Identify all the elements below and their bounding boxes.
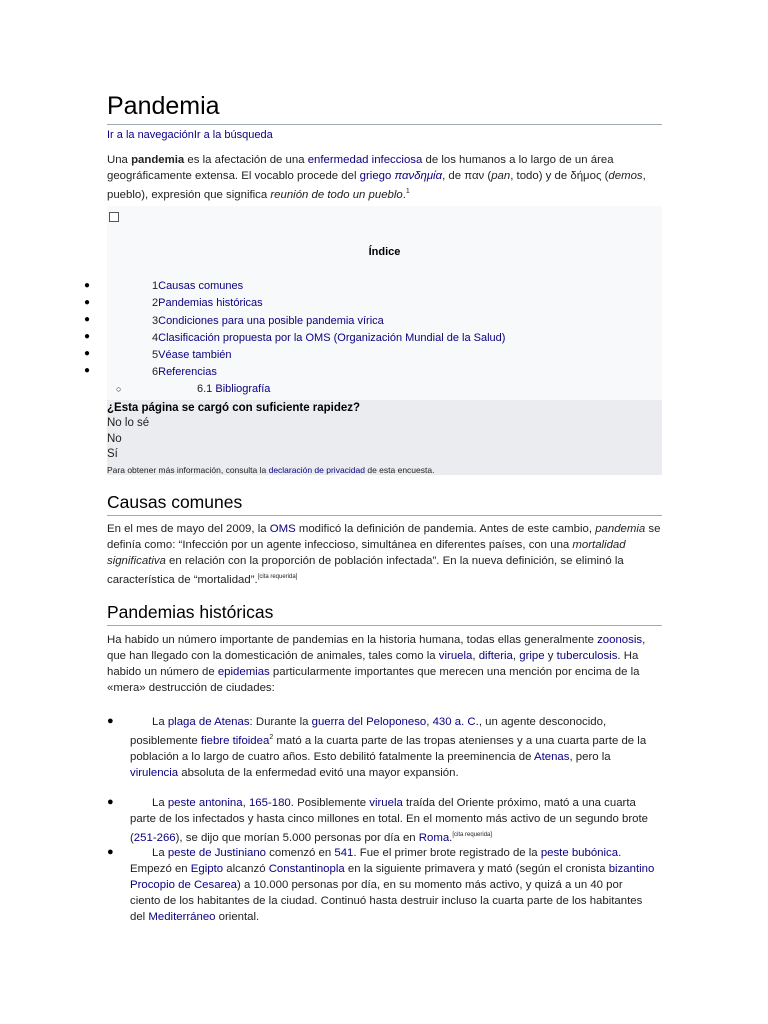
list-item-plaga-atenas: La plaga de Atenas: Durante la guerra del Peloponeso, 430 a. C., un agente desconocido, posiblemente fiebre tifoidea$^2$ mató a la cuarta parte de las tropas atenienses y a una cuarta parte de la población a lo largo de cuatro años. Esto debilitó fatalmente la preeminencia de Atenas, pero la virulencia absoluta de la enfermedad evitó una mayor expansión.	[130, 716, 647, 779]
link-roma[interactable]: Roma	[418, 831, 450, 844]
footnote-ref[interactable]: 1	[405, 188, 410, 195]
bullet-icon: ●	[84, 297, 91, 308]
greek-word: πανδημία	[394, 170, 443, 182]
toc-subitem-bibliografia[interactable]: 6.1 Bibliografía	[197, 383, 271, 395]
survey-question: ¿Esta página se cargó con suficiente rapidez?	[107, 402, 361, 414]
link-peste-bubonica[interactable]: peste bubónica	[540, 847, 619, 859]
skip-to-navigation-link[interactable]: Ir a la navegación	[107, 129, 194, 141]
survey-note: Para obtener más información, consulta la declaración de privacidad de esta encuesta.	[107, 464, 435, 475]
link-541[interactable]: 541	[334, 847, 354, 859]
link-zoonosis[interactable]: zoonosis	[597, 634, 643, 646]
link-peste-antonina[interactable]: peste antonina	[167, 797, 243, 809]
survey-option-no-lo-se[interactable]: No lo sé	[107, 417, 150, 429]
toc-title: Índice	[368, 246, 401, 258]
toc-item-referencias[interactable]: 6Referencias	[152, 366, 217, 378]
skip-to-search-link[interactable]: Ir a la búsqueda	[193, 129, 273, 141]
link-bizantino[interactable]: bizantino	[608, 863, 655, 875]
toc-item-condiciones[interactable]: 3Condiciones para una posible pandemia vírica	[152, 315, 384, 327]
link-plaga-atenas[interactable]: plaga de Atenas	[167, 716, 250, 728]
link-egipto[interactable]: Egipto	[190, 863, 224, 875]
footnote-ref[interactable]: 2	[269, 734, 274, 741]
link-difteria[interactable]: difteria	[478, 650, 513, 662]
list-item-peste-justiniano: La peste de Justiniano comenzó en 541. Fue el primer brote registrado de la peste bubónica. Empezó en Egipto alcanzó Constantinopla en la siguiente primavera y mató (según el cronista bizantino Procopio de Cesarea) a 10.000 personas por día, en su momento más activo, y quizá a un 40 por ciento de los habitantes de la ciudad. Continuó hasta destruir incluso la cuarta parte de los habitantes del Mediterráneo oriental.	[130, 847, 655, 923]
link-viruela-2[interactable]: viruela	[369, 797, 403, 809]
paragraph-causas: En el mes de mayo del 2009, la OMS modificó la definición de pandemia. Antes de este cambio, pandemia se definía como: “Infección por un agente infeccioso, simultánea en diferentes países, con una mortalidad significativa en relación con la proporción de población infectada”. En la nueva definición, se eliminó la característica de “mortalidad”.[cita requerida]	[107, 523, 661, 586]
link-oms[interactable]: OMS	[269, 523, 296, 535]
link-tuberculosis[interactable]: tuberculosis	[556, 650, 618, 662]
link-180[interactable]: 180	[271, 797, 291, 809]
bullet-icon: ●	[107, 796, 114, 808]
link-gripe[interactable]: gripe	[519, 650, 545, 662]
skip-links	[107, 129, 273, 141]
toc-toggle-checkbox[interactable]	[109, 212, 119, 222]
link-virulencia[interactable]: virulencia	[130, 766, 179, 779]
heading-causas-comunes: Causas comunes	[107, 490, 662, 516]
link-enfermedad-infecciosa[interactable]: enfermedad infecciosa	[307, 154, 423, 166]
list-item-peste-antonina: La peste antonina, 165-180. Posiblemente viruela traída del Oriente próximo, mató a una cuarta parte de los infectados y hasta cinco millones en total. En el momento más activo de un segundo brote (251-266), se dijo que morían 5.000 personas por día en Roma.[cita requerida]	[130, 797, 648, 844]
toc-item-pandemias-historicas[interactable]: 2Pandemias históricas	[152, 297, 263, 309]
citation-needed[interactable]: [cita requerida]	[452, 832, 493, 838]
bullet-icon: ●	[107, 846, 114, 858]
survey-option-si[interactable]: Sí	[107, 448, 118, 460]
link-constantinopla[interactable]: Constantinopla	[268, 863, 345, 875]
intro-paragraph: Una pandemia es la afectación de una enfermedad infecciosa de los humanos a lo largo de un área geográficamente extensa. El vocablo procede del griego πανδημία, de παν (pan, todo) y de δήμος (demos, pueblo), expresión que significa reunión de todo un pueblo.$^1$	[107, 154, 646, 201]
toc-item-vease-tambien[interactable]: 5Véase también	[152, 349, 232, 361]
link-guerra-peloponeso[interactable]: guerra del Peloponeso	[311, 716, 427, 728]
link-165[interactable]: 165	[248, 797, 268, 809]
circle-bullet-icon: ○	[116, 384, 122, 394]
link-peste-justiniano[interactable]: peste de Justiniano	[167, 847, 266, 859]
link-fiebre-tifoidea[interactable]: fiebre tifoidea	[200, 734, 270, 747]
bullet-icon: ●	[84, 280, 91, 291]
privacy-link[interactable]: declaración de privacidad	[268, 464, 365, 475]
toc-item-clasificacion[interactable]: 4Clasificación propuesta por la OMS (Organización Mundial de la Salud)	[152, 332, 506, 344]
link-atenas[interactable]: Atenas	[534, 750, 570, 763]
bullet-icon: ●	[84, 348, 91, 359]
link-mediterraneo[interactable]: Mediterráneo	[148, 911, 216, 923]
survey-option-no[interactable]: No	[107, 432, 122, 445]
page-title: Pandemia	[107, 90, 662, 125]
heading-pandemias-historicas: Pandemias históricas	[107, 600, 662, 626]
toc-item-causas[interactable]: 1Causas comunes	[152, 280, 244, 292]
paragraph-pandemias: Ha habido un número importante de pandemias en la historia humana, todas ellas generalmente zoonosis, que han llegado con la domesticación de animales, tales como la viruela, difteria, gripe y tuberculosis. Ha habido un número de epidemias particularmente importantes que merecen una mención por encima de la «mera» destrucción de ciudades:	[107, 634, 646, 694]
bullet-icon: ●	[84, 314, 91, 325]
link-430-ac[interactable]: 430 a. C.	[432, 716, 479, 728]
link-epidemias[interactable]: epidemias	[217, 666, 270, 678]
survey-box	[107, 400, 662, 475]
link-procopio[interactable]: Procopio de Cesarea	[130, 879, 238, 891]
link-266[interactable]: 266	[156, 831, 176, 844]
link-viruela[interactable]: viruela	[438, 650, 473, 662]
citation-needed[interactable]: [cita requerida]	[257, 574, 298, 580]
bullet-icon: ●	[107, 715, 114, 727]
bullet-icon: ●	[84, 365, 91, 376]
bullet-icon: ●	[84, 331, 91, 342]
link-griego[interactable]: griego	[359, 170, 392, 182]
term-bold: pandemia	[131, 154, 185, 166]
link-251[interactable]: 251	[133, 831, 153, 844]
